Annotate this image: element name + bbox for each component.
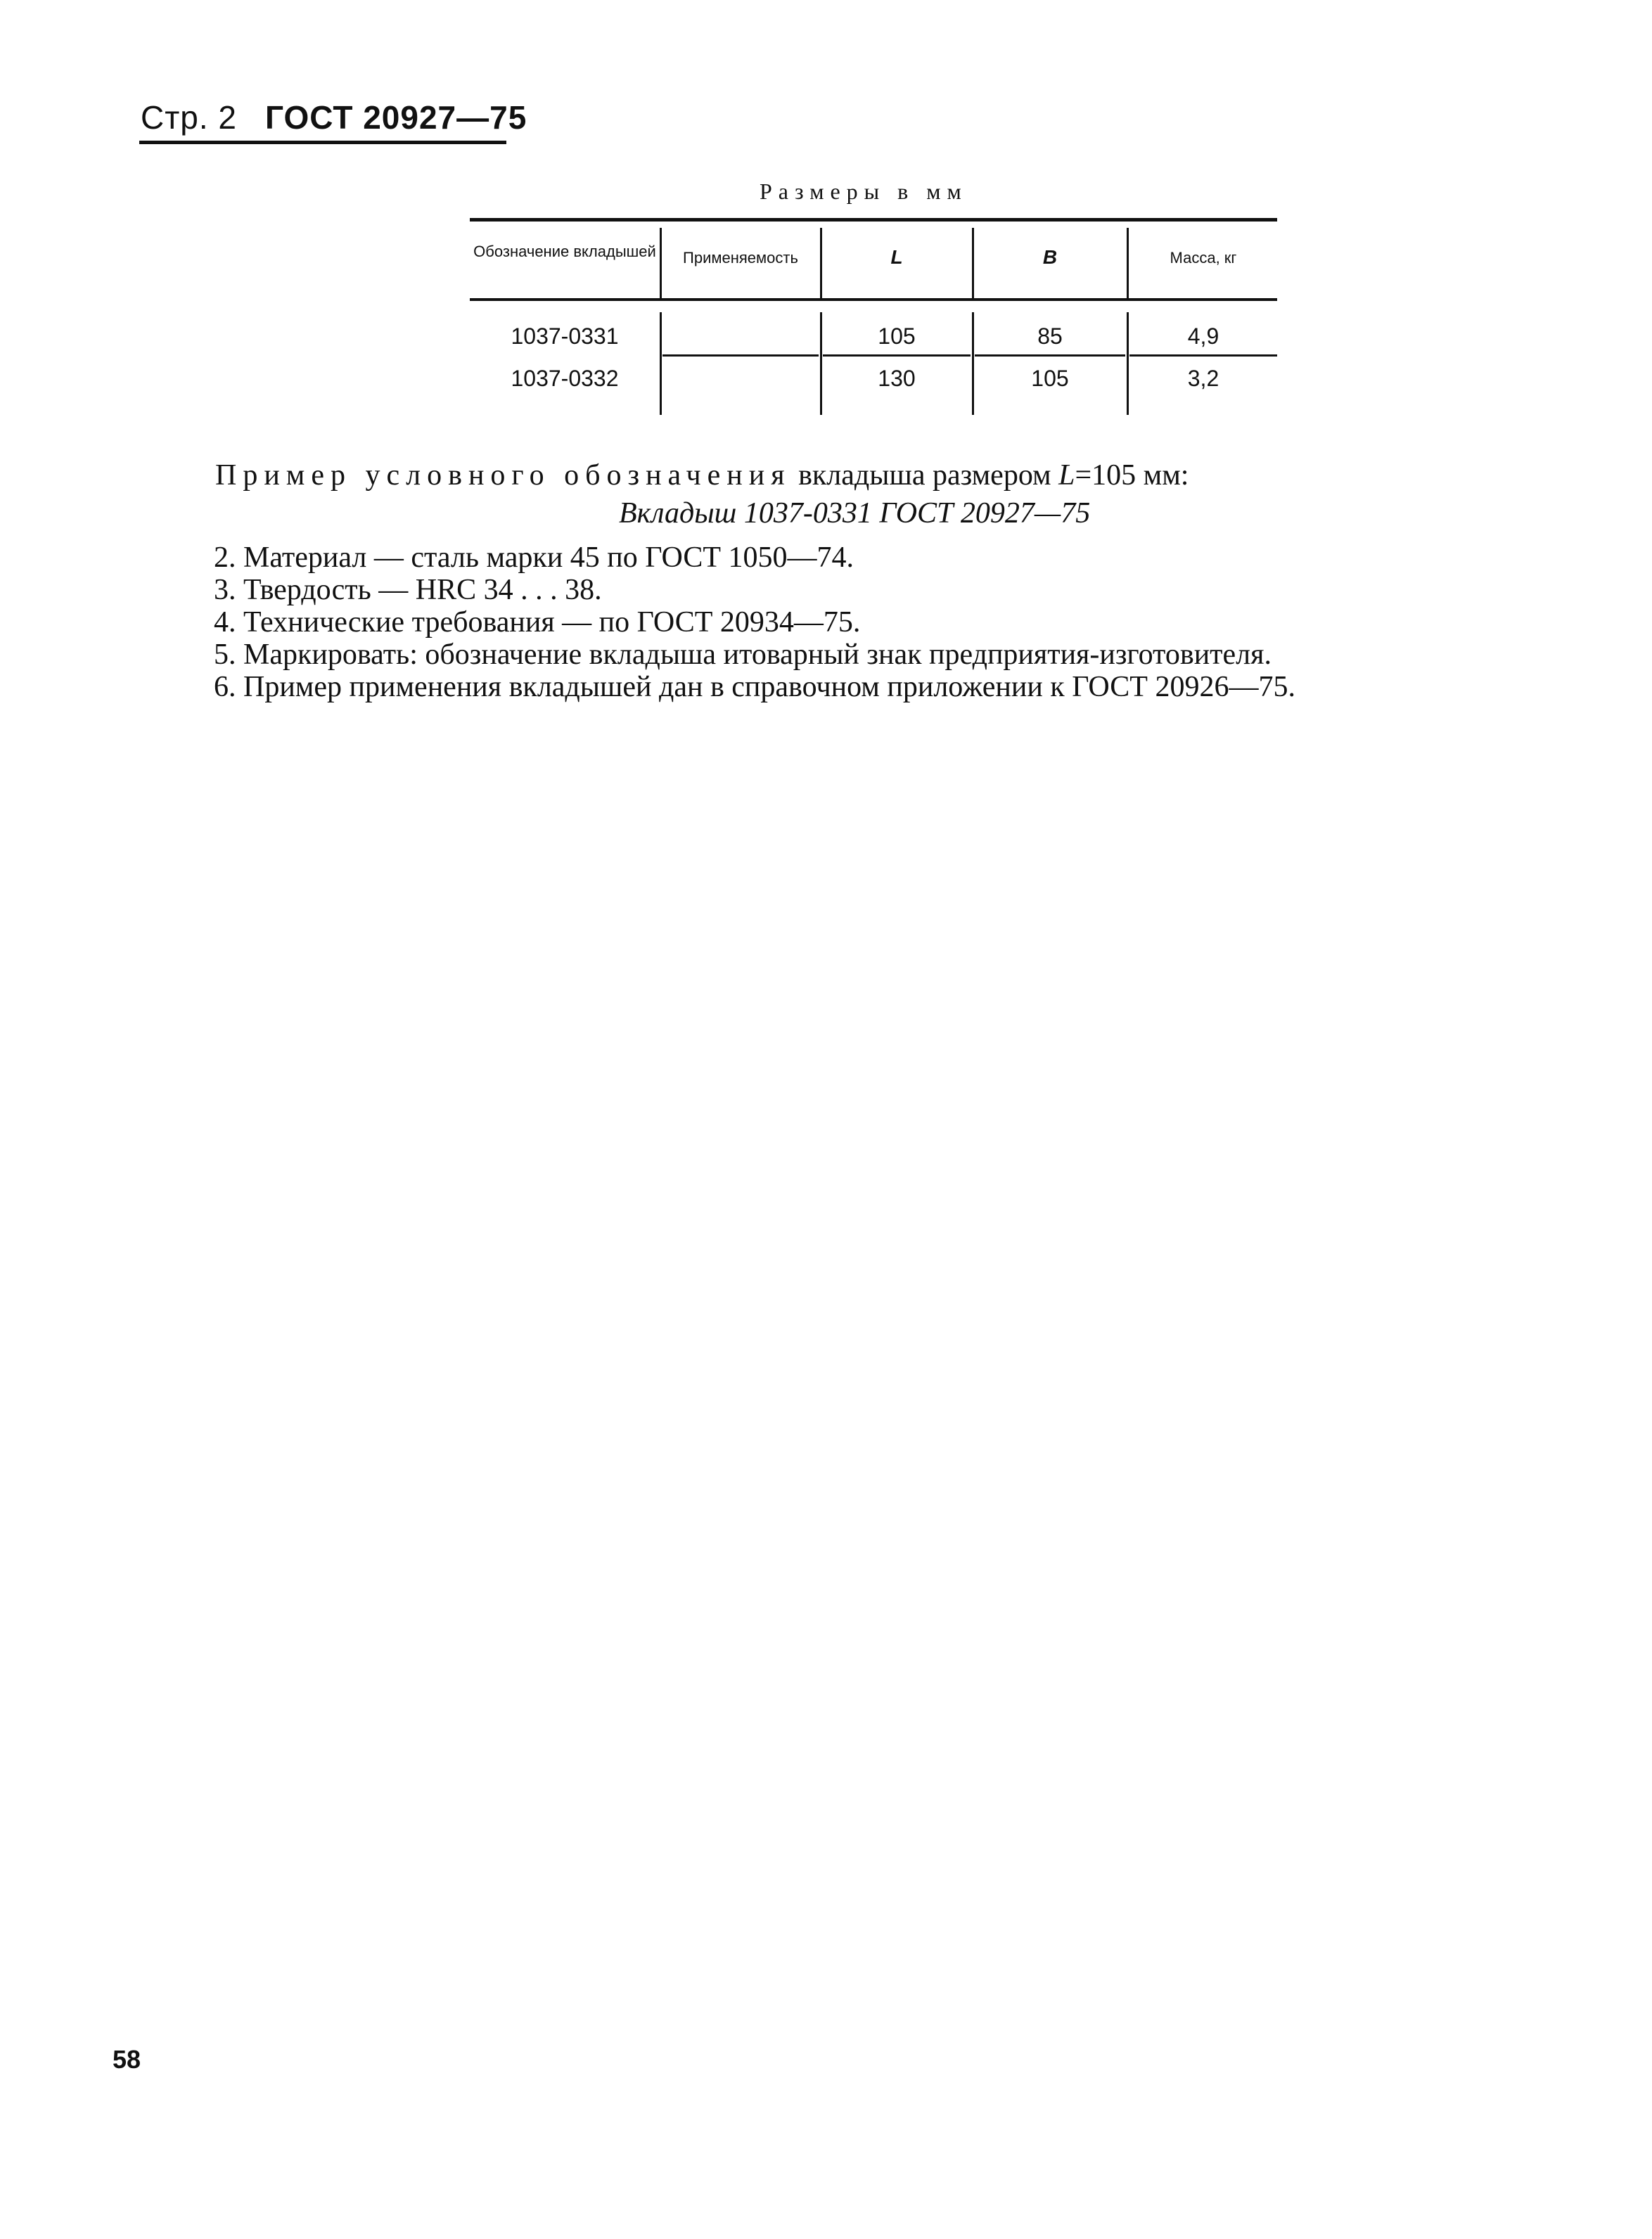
- units-caption: Размеры в мм: [760, 179, 968, 204]
- standard-number: ГОСТ 20927—75: [265, 99, 527, 136]
- col-sep-1-body: [660, 312, 662, 415]
- col-sep-2: [820, 228, 822, 298]
- row1-designation: 1037-0331: [511, 323, 619, 349]
- header-mass: Масса, кг: [1170, 249, 1237, 267]
- row1-L: 105: [878, 323, 916, 349]
- page-header: [141, 98, 527, 136]
- note-item: 6. Пример применения вкладышей дан в справочном приложении к ГОСТ 20926—75.: [214, 671, 1295, 703]
- table-top-rule: [470, 218, 1277, 222]
- row2-B: 105: [1031, 366, 1069, 391]
- row2-designation: 1037-0332: [511, 366, 619, 391]
- col-sep-3-body: [972, 312, 974, 415]
- row-sep-mass: [1129, 354, 1277, 357]
- page-number: 58: [113, 2045, 141, 2074]
- col-sep-4-body: [1127, 312, 1129, 415]
- header-L: L: [890, 246, 903, 268]
- col-sep-3: [972, 228, 974, 298]
- example-designation: Вкладыш 1037-0331 ГОСТ 20927—75: [619, 497, 1091, 530]
- header-applicability: Применяемость: [683, 249, 798, 267]
- col-sep-4: [1127, 228, 1129, 298]
- header-rule: [139, 141, 506, 144]
- note-item: 4. Технические требования — по ГОСТ 20934—75.: [214, 606, 861, 639]
- row2-mass: 3,2: [1187, 366, 1219, 391]
- row-sep-B: [975, 354, 1125, 357]
- row-sep-L: [823, 354, 971, 357]
- example-var: L: [1058, 459, 1075, 492]
- row-sep-applicability: [662, 354, 819, 357]
- header-designation: Обозначение вкладышей: [473, 243, 656, 260]
- table-header-rule: [470, 298, 1277, 301]
- example-line: [215, 458, 1189, 492]
- example-rest: вкладыша размером: [790, 459, 1059, 492]
- col-sep-2-body: [820, 312, 822, 415]
- example-value: =105 мм:: [1075, 459, 1189, 492]
- example-lead: Пример условного обозначения: [215, 459, 791, 492]
- row2-L: 130: [878, 366, 916, 391]
- note-item: 2. Материал — сталь марки 45 по ГОСТ 1050—74.: [214, 541, 854, 574]
- page-label: Стр. 2: [141, 99, 238, 136]
- note-item: 5. Маркировать: обозначение вкладыша итоварный знак предприятия-изготовителя.: [214, 639, 1272, 671]
- row1-B: 85: [1037, 323, 1063, 349]
- header-B: B: [1042, 246, 1058, 268]
- row1-mass: 4,9: [1187, 323, 1219, 349]
- col-sep-1: [660, 228, 662, 298]
- notes-list: [214, 541, 1295, 703]
- note-item: 3. Твердость — HRC 34 . . . 38.: [214, 574, 602, 606]
